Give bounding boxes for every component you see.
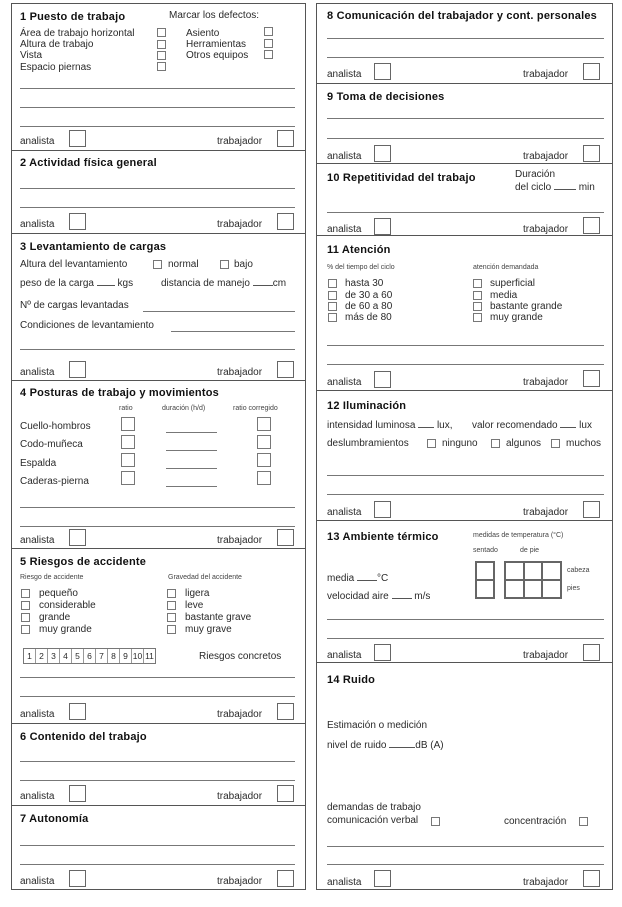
trabajador-label: trabajador	[523, 377, 569, 388]
trabajador-box[interactable]	[583, 63, 600, 80]
analista-box[interactable]	[374, 218, 391, 235]
pies-label: pies	[567, 585, 580, 592]
section-comunicacion	[317, 4, 612, 84]
trabajador-box[interactable]	[277, 361, 294, 378]
write-line[interactable]	[327, 118, 604, 119]
trabajador-box[interactable]	[583, 145, 600, 162]
normal-label: normal	[168, 259, 199, 270]
analista-box[interactable]	[374, 63, 391, 80]
section-title: 4 Posturas de trabajo y movimientos	[20, 387, 219, 399]
trabajador-box[interactable]	[277, 213, 294, 230]
num-cargas-label: Nº de cargas levantadas	[20, 300, 129, 311]
trabajador-box[interactable]	[583, 644, 600, 661]
ratio-corregido-box[interactable]	[257, 435, 271, 449]
riesgo-number-cell[interactable]: 10	[132, 651, 143, 661]
analista-box[interactable]	[69, 703, 86, 720]
condiciones-label: Condiciones de levantamiento	[20, 320, 154, 331]
write-line[interactable]	[20, 696, 295, 697]
riesgo-number-cell[interactable]: 4	[60, 649, 72, 663]
trabajador-label: trabajador	[217, 535, 263, 546]
checkbox-superficial[interactable]	[473, 279, 482, 288]
velocidad-field	[327, 590, 430, 602]
trabajador-label: trabajador	[217, 367, 263, 378]
option-label: muchos	[566, 438, 602, 449]
option-label: algunos	[506, 438, 542, 449]
section-title: 12 Iluminación	[327, 400, 407, 412]
ratio-box[interactable]	[121, 453, 135, 467]
checkbox-area-horizontal[interactable]	[157, 28, 166, 37]
sentado-label: sentado	[473, 547, 498, 554]
bajo-label: bajo	[234, 259, 253, 270]
item-label: Espacio piernas	[20, 62, 92, 73]
checkbox-leve[interactable]	[167, 601, 176, 610]
option-label: hasta 30	[345, 278, 384, 289]
temp-cell[interactable]	[505, 580, 524, 598]
write-line[interactable]	[327, 475, 604, 476]
riesgo-number-cell[interactable]: 9	[120, 649, 132, 663]
velocidad-input[interactable]	[392, 590, 412, 599]
ciclo-unit: min	[578, 182, 595, 193]
media-input[interactable]	[357, 572, 377, 581]
condiciones-input[interactable]	[171, 331, 295, 332]
item-label: Área de trabajo horizontal	[20, 28, 135, 39]
trabajador-label: trabajador	[217, 219, 263, 230]
peso-input[interactable]	[97, 277, 115, 286]
estimacion-label: Estimación o medición	[327, 720, 428, 731]
section-title: 2 Actividad física general	[20, 157, 157, 169]
checkbox-concentracion[interactable]	[579, 817, 588, 826]
write-line[interactable]	[327, 494, 604, 495]
write-line[interactable]	[20, 107, 295, 108]
trabajador-label: trabajador	[523, 877, 569, 888]
intensidad-label: intensidad luminosa	[327, 420, 416, 431]
section-actividad-fisica	[12, 151, 305, 234]
recomendado-field	[472, 419, 592, 431]
riesgo-number-cell[interactable]: 3	[48, 649, 60, 663]
checkbox-comunicacion-verbal[interactable]	[431, 817, 440, 826]
checkbox-60-80[interactable]	[328, 302, 337, 311]
option-label: muy grande	[39, 624, 92, 635]
temp-cell[interactable]	[542, 580, 561, 598]
option-label: bastante grande	[490, 301, 563, 312]
duracion-input[interactable]	[166, 486, 217, 487]
temp-cell-sentado-pies[interactable]	[476, 580, 494, 598]
analista-label: analista	[327, 69, 362, 80]
intensidad-input[interactable]	[418, 419, 434, 428]
section-title: 5 Riesgos de accidente	[20, 556, 147, 568]
analista-label: analista	[20, 791, 55, 802]
distancia-unit: cm	[272, 278, 287, 289]
checkbox-asiento[interactable]	[264, 27, 273, 36]
section-posturas	[12, 381, 305, 549]
section-repetitividad	[317, 164, 612, 236]
tiempo-header: % del tiempo del ciclo	[327, 264, 395, 271]
option-label: muy grave	[185, 624, 232, 635]
write-line[interactable]	[327, 364, 604, 365]
trabajador-label: trabajador	[523, 507, 569, 518]
media-field	[327, 572, 388, 584]
checkbox-considerable[interactable]	[21, 601, 30, 610]
write-line[interactable]	[327, 38, 604, 39]
trabajador-box[interactable]	[583, 501, 600, 518]
trabajador-box[interactable]	[277, 870, 294, 887]
ciclo-input[interactable]	[554, 181, 576, 190]
temp-cell-sentado-cabeza[interactable]	[476, 562, 494, 580]
trabajador-box[interactable]	[277, 703, 294, 720]
option-label: considerable	[39, 600, 96, 611]
trabajador-label: trabajador	[523, 650, 569, 661]
write-line[interactable]	[20, 845, 295, 846]
media-label: media	[327, 573, 355, 584]
section-title: 9 Toma de decisiones	[327, 91, 445, 103]
trabajador-box[interactable]	[277, 529, 294, 546]
checkbox-espacio-piernas[interactable]	[157, 62, 166, 71]
ciclo-field	[515, 181, 595, 193]
write-line[interactable]	[20, 126, 295, 127]
checkbox-mas-80[interactable]	[328, 313, 337, 322]
write-line[interactable]	[327, 638, 604, 639]
trabajador-box[interactable]	[277, 130, 294, 147]
checkbox-normal[interactable]	[153, 260, 162, 269]
write-line[interactable]	[327, 846, 604, 847]
demandas-label: demandas de trabajo	[327, 802, 421, 813]
analista-label: analista	[327, 224, 362, 235]
trabajador-label: trabajador	[523, 151, 569, 162]
trabajador-box[interactable]	[583, 217, 600, 234]
checkbox-herramientas[interactable]	[264, 39, 273, 48]
write-line[interactable]	[327, 57, 604, 58]
write-line[interactable]	[327, 345, 604, 346]
checkbox-ninguno[interactable]	[427, 439, 436, 448]
lux-unit: lux,	[436, 420, 453, 431]
medidas-header: medidas de temperatura (°C)	[473, 532, 564, 539]
column-header-ratio-corregido: ratio corregido	[233, 405, 278, 412]
riesgo-number-cell[interactable]: 5	[72, 649, 84, 663]
write-line[interactable]	[20, 526, 295, 527]
section-ambiente-termico	[317, 521, 612, 663]
analista-label: analista	[20, 219, 55, 230]
deslumbramientos-label: deslumbramientos	[327, 438, 409, 449]
de-pie-label: de pie	[520, 547, 540, 554]
write-line[interactable]	[20, 188, 295, 189]
checkbox-muy-grande[interactable]	[21, 625, 30, 634]
row-label: Cuello-hombros	[20, 421, 91, 432]
checkbox-muchos[interactable]	[551, 439, 560, 448]
instruction-label: Marcar los defectos:	[169, 10, 260, 21]
duracion-input[interactable]	[166, 432, 217, 433]
checkbox-30-60[interactable]	[328, 291, 337, 300]
option-label: más de 80	[345, 312, 392, 323]
section-iluminacion	[317, 391, 612, 521]
riesgo-number-cell[interactable]: 7	[96, 649, 108, 663]
analista-box[interactable]	[69, 870, 86, 887]
section-title: 14 Ruido	[327, 674, 376, 686]
item-label: Vista	[20, 50, 43, 61]
altura-label: Altura del levantamiento	[20, 259, 128, 270]
temp-cell[interactable]	[542, 562, 561, 580]
trabajador-label: trabajador	[217, 136, 263, 147]
write-line[interactable]	[20, 349, 295, 350]
analista-box[interactable]	[69, 130, 86, 147]
checkbox-altura-trabajo[interactable]	[157, 40, 166, 49]
distancia-input[interactable]	[253, 277, 273, 286]
trabajador-box[interactable]	[583, 370, 600, 387]
section-contenido-trabajo	[12, 724, 305, 806]
section-puesto-de-trabajo	[12, 4, 305, 151]
option-label: muy grande	[490, 312, 543, 323]
write-line[interactable]	[327, 138, 604, 139]
recomendado-label: valor recomendado	[472, 420, 558, 431]
sentado-temperature-grid	[475, 561, 495, 599]
checkbox-ligera[interactable]	[167, 589, 176, 598]
checkbox-muy-grande[interactable]	[473, 313, 482, 322]
checkbox-bastante-grave[interactable]	[167, 613, 176, 622]
item-label: Asiento	[186, 28, 220, 39]
duracion-label: Duración	[515, 169, 556, 180]
row-label: Codo-muñeca	[20, 439, 83, 450]
ciclo-label: del ciclo	[515, 182, 552, 193]
ratio-corregido-box[interactable]	[257, 453, 271, 467]
write-line[interactable]	[20, 864, 295, 865]
item-label: Altura de trabajo	[20, 39, 94, 50]
checkbox-media[interactable]	[473, 291, 482, 300]
checkbox-hasta-30[interactable]	[328, 279, 337, 288]
duracion-input[interactable]	[166, 450, 217, 451]
riesgos-number-grid	[23, 648, 156, 664]
concentracion-label: concentración	[504, 816, 567, 827]
nivel-label: nivel de ruido	[327, 740, 387, 751]
option-label: leve	[185, 600, 204, 611]
riesgo-number-cell[interactable]: 6	[84, 649, 96, 663]
column-header-ratio: ratio	[119, 405, 133, 412]
item-label: Herramientas	[186, 39, 247, 50]
checkbox-grande[interactable]	[21, 613, 30, 622]
temp-cell[interactable]	[524, 562, 543, 580]
analista-box[interactable]	[69, 213, 86, 230]
write-line[interactable]	[20, 207, 295, 208]
trabajador-label: trabajador	[217, 709, 263, 720]
write-line[interactable]	[20, 507, 295, 508]
write-line[interactable]	[20, 677, 295, 678]
section-title: 7 Autonomía	[20, 813, 89, 825]
velocidad-label: velocidad aire	[327, 591, 389, 602]
checkbox-algunos[interactable]	[491, 439, 500, 448]
cabeza-label: cabeza	[567, 567, 590, 574]
trabajador-label: trabajador	[523, 224, 569, 235]
intensidad-field	[327, 419, 453, 431]
analista-label: analista	[327, 377, 362, 388]
checkbox-muy-grave[interactable]	[167, 625, 176, 634]
section-autonomia	[12, 806, 305, 891]
analista-box[interactable]	[374, 145, 391, 162]
nivel-input[interactable]	[389, 739, 415, 748]
recomendado-input[interactable]	[560, 419, 576, 428]
trabajador-label: trabajador	[523, 69, 569, 80]
distancia-field	[161, 277, 286, 289]
section-riesgos-accidente	[12, 549, 305, 724]
analista-box[interactable]	[374, 870, 391, 887]
row-label: Caderas-pierna	[20, 476, 89, 487]
option-label: ligera	[185, 588, 210, 599]
comunicacion-label: comunicación verbal	[327, 815, 419, 826]
lux-unit: lux	[579, 420, 592, 431]
section-title: 3 Levantamiento de cargas	[20, 241, 167, 253]
write-line[interactable]	[327, 212, 604, 213]
riesgo-number-cell[interactable]: 8	[108, 649, 120, 663]
write-line[interactable]	[327, 619, 604, 620]
riesgo-number-cell[interactable]: 2	[36, 649, 48, 663]
duracion-input[interactable]	[166, 468, 217, 469]
row-label: Espalda	[20, 458, 57, 469]
checkbox-otros-equipos[interactable]	[264, 50, 273, 59]
riesgo-number-cell[interactable]: 1	[24, 649, 36, 663]
peso-label: peso de la carga	[20, 278, 94, 289]
gravedad-header: Gravedad del accidente	[168, 574, 242, 581]
section-levantamiento-cargas	[12, 234, 305, 381]
peso-field	[20, 277, 133, 289]
column-header-duracion: duración (h/d)	[162, 405, 206, 412]
atencion-header: atención demandada	[473, 264, 539, 271]
section-title: 6 Contenido del trabajo	[20, 731, 147, 743]
section-ruido	[317, 663, 612, 891]
trabajador-label: trabajador	[217, 791, 263, 802]
checkbox-bajo[interactable]	[220, 260, 229, 269]
analista-label: analista	[327, 507, 362, 518]
section-title: 10 Repetitividad del trabajo	[327, 172, 476, 184]
option-label: media	[490, 290, 518, 301]
checkbox-pequeno[interactable]	[21, 589, 30, 598]
ratio-box[interactable]	[121, 417, 135, 431]
option-label: superficial	[490, 278, 536, 289]
left-column	[11, 3, 306, 890]
write-line[interactable]	[20, 780, 295, 781]
analista-label: analista	[20, 136, 55, 147]
section-atencion	[317, 236, 612, 391]
checkbox-vista[interactable]	[157, 51, 166, 60]
de-pie-temperature-grid	[504, 561, 562, 599]
section-toma-decisiones	[317, 84, 612, 164]
right-column	[316, 3, 613, 890]
option-label: ninguno	[442, 438, 478, 449]
ratio-box[interactable]	[121, 435, 135, 449]
analista-label: analista	[20, 709, 55, 720]
section-title: 11 Atención	[327, 244, 391, 256]
ratio-box[interactable]	[121, 471, 135, 485]
section-title: 13 Ambiente térmico	[327, 531, 439, 543]
write-line[interactable]	[20, 88, 295, 89]
trabajador-box[interactable]	[583, 870, 600, 887]
nivel-unit: dB (A)	[415, 740, 444, 751]
analista-box[interactable]	[69, 785, 86, 802]
analista-box[interactable]	[69, 361, 86, 378]
analista-box[interactable]	[374, 501, 391, 518]
trabajador-box[interactable]	[277, 785, 294, 802]
analista-label: analista	[327, 877, 362, 888]
nivel-ruido-field	[327, 739, 444, 751]
riesgo-number-cell[interactable]: 11	[145, 651, 154, 661]
analista-label: analista	[327, 151, 362, 162]
write-line[interactable]	[327, 864, 604, 865]
analista-label: analista	[20, 367, 55, 378]
analista-box[interactable]	[374, 644, 391, 661]
analista-label: analista	[20, 876, 55, 887]
item-label: Otros equipos	[186, 50, 249, 61]
ratio-corregido-box[interactable]	[257, 471, 271, 485]
option-label: de 30 a 60	[345, 290, 393, 301]
riesgos-concretos-label: Riesgos concretos	[199, 651, 282, 662]
trabajador-label: trabajador	[217, 876, 263, 887]
checkbox-bastante-grande[interactable]	[473, 302, 482, 311]
velocidad-unit: m/s	[414, 591, 431, 602]
peso-unit: kgs	[117, 278, 134, 289]
section-title: 1 Puesto de trabajo	[20, 11, 126, 23]
option-label: pequeño	[39, 588, 78, 599]
distancia-label: distancia de manejo	[161, 278, 250, 289]
option-label: bastante grave	[185, 612, 252, 623]
num-cargas-input[interactable]	[143, 311, 295, 312]
ratio-corregido-box[interactable]	[257, 417, 271, 431]
analista-box[interactable]	[69, 529, 86, 546]
temp-cell[interactable]	[505, 562, 524, 580]
media-unit: °C	[377, 573, 389, 584]
option-label: de 60 a 80	[345, 301, 393, 312]
riesgo-header: Riesgo de accidente	[20, 574, 84, 581]
option-label: grande	[39, 612, 71, 623]
analista-label: analista	[20, 535, 55, 546]
analista-box[interactable]	[374, 371, 391, 388]
section-title: 8 Comunicación del trabajador y cont. personales	[327, 10, 598, 22]
write-line[interactable]	[20, 761, 295, 762]
analista-label: analista	[327, 650, 362, 661]
temp-cell[interactable]	[524, 580, 543, 598]
